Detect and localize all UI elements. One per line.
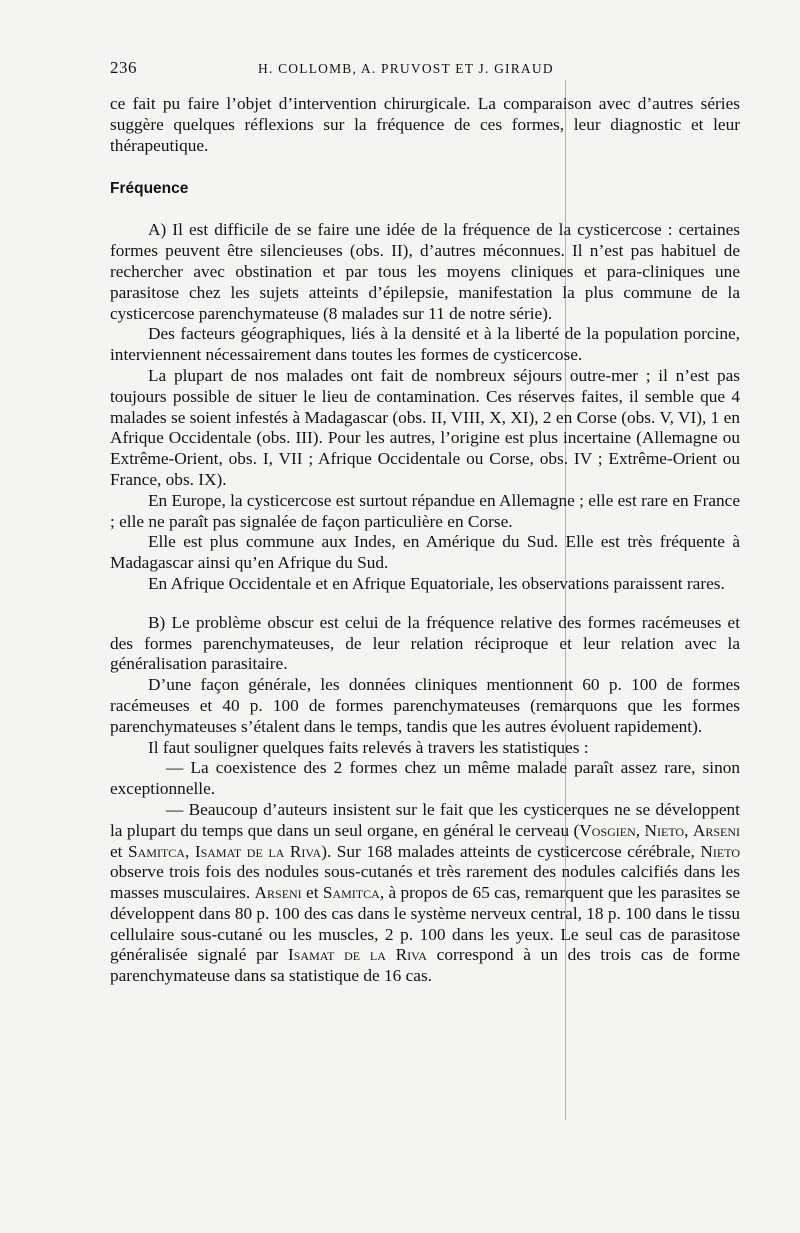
paragraph-afrique: En Afrique Occidentale et en Afrique Equatoriale, les observations paraissent rares. [148, 573, 725, 593]
author-name: Arseni [254, 883, 302, 903]
text-run: , [684, 820, 693, 840]
paragraph-auteurs [110, 800, 740, 987]
author-name: Isamat de la Riva [287, 945, 427, 965]
text-run: observe trois fois des nodules sous-cutanés et très rarement des nodules calcifiés dans les masses musculaires. [110, 862, 740, 903]
author-name: Nieto [644, 820, 685, 840]
author-name: Isamat de la Riva [194, 841, 322, 861]
paragraph-donnees: D’une façon générale, les données cliniques mentionnent 60 p. 100 de formes racémeuses et 40 p. 100 de formes parenchymateuses (remarquons que les formes parenchymateuses s’étalent dans le temps, tandis que les autres évoluent rapidement). [110, 675, 740, 736]
author-name: Vosgien [579, 820, 636, 840]
paragraph-b: B) Le problème obscur est celui de la fréquence relative des formes racémeuses et des formes parenchymateuses, de leur relation réciproque et leur relation avec la généralisation parasitaire. [110, 612, 740, 674]
text-run: correspond à un des trois cas de forme parenchymateuse dans sa statistique de 16 cas. [110, 945, 740, 986]
paragraph-coexistence: — La coexistence des 2 formes chez un même malade paraît assez rare, sinon exceptionnelle. [110, 758, 740, 799]
running-head: H. COLLOMB, A. PRUVOST ET J. GIRAUD [258, 61, 554, 76]
text-run: et [301, 883, 323, 903]
text-run: , à propos de 65 cas, remarquent que les parasites se développent dans 80 p. 100 des cas dans le système nerveux central, 18 p. 100 dans le tissu cellulaire sous-cutané ou les muscles, 2 p. 100 dans les yeux. Le seul cas de parasitose généralisée signalé par [110, 883, 740, 965]
author-name: Samitca [128, 841, 185, 861]
paragraph-continuation: ce fait pu faire l’objet d’intervention chirurgicale. La comparaison avec d’autres séries suggère quelques réflexions sur la fréquence de ces formes, leur diagnostic et leur thérapeutique. [110, 94, 740, 155]
page-header [110, 58, 740, 94]
paragraph-a: A) Il est difficile de se faire une idée de la fréquence de la cysticercose : certaines formes peuvent être silencieuses (obs. II), d’autres méconnues. Il n’est pas habituel de rechercher avec obstination et par tous les moyens cliniques et para-cliniques une parasitose chez les sujets atteints d’épilepsie, manifestation la plus commune de la cysticercose parenchymateuse (8 malades sur 11 de notre série). [110, 220, 740, 323]
text-run: — Beaucoup d’auteurs insistent sur le fait que les cysticerques ne se développent la plupart du temps que dans un seul organe, en général le cerveau ( [110, 799, 740, 840]
text-run: ). Sur 168 malades atteints de cysticercose cérébrale, [321, 841, 701, 861]
page-number: 236 [110, 58, 137, 77]
author-name: Samitca [322, 883, 380, 903]
paragraph-indes: Elle est plus commune aux Indes, en Amérique du Sud. Elle est très fréquente à Madagascar ainsi qu’en Afrique du Sud. [110, 532, 740, 573]
page-content [110, 58, 740, 987]
section-heading: Fréquence [110, 180, 189, 198]
text-run: , [184, 841, 195, 861]
paragraph-europe: En Europe, la cysticercose est surtout répandue en Allemagne ; elle est rare en France ; elle ne paraît pas signalée de façon particulière en Corse. [110, 490, 740, 531]
text-run: , [635, 820, 645, 840]
paragraph-contamination: La plupart de nos malades ont fait de nombreux séjours outre-mer ; il n’est pas toujours possible de situer le lieu de contamination. Ces réserves faites, il semble que 4 malades se soient infestés à Madagascar (obs. II, VIII, X, XI), 2 en Corse (obs. V, VI), 1 en Afrique Occidentale (obs. III). Pour les autres, l’origine est plus incertaine (Allemagne ou Extrême-Orient, obs. I, VII ; Afrique Occidentale ou Corse, obs. IV ; Extrême-Orient ou France, obs. IX). [110, 365, 740, 489]
paragraph-statistiques: Il faut souligner quelques faits relevés à travers les statistiques : [148, 737, 589, 757]
author-name: Arseni [692, 820, 741, 840]
paragraph-geography: Des facteurs géographiques, liés à la densité et à la liberté de la population porcine, interviennent nécessairement dans toutes les formes de cysticercose. [110, 324, 740, 365]
author-name: Nieto [700, 841, 740, 861]
text-run: et [110, 841, 129, 861]
